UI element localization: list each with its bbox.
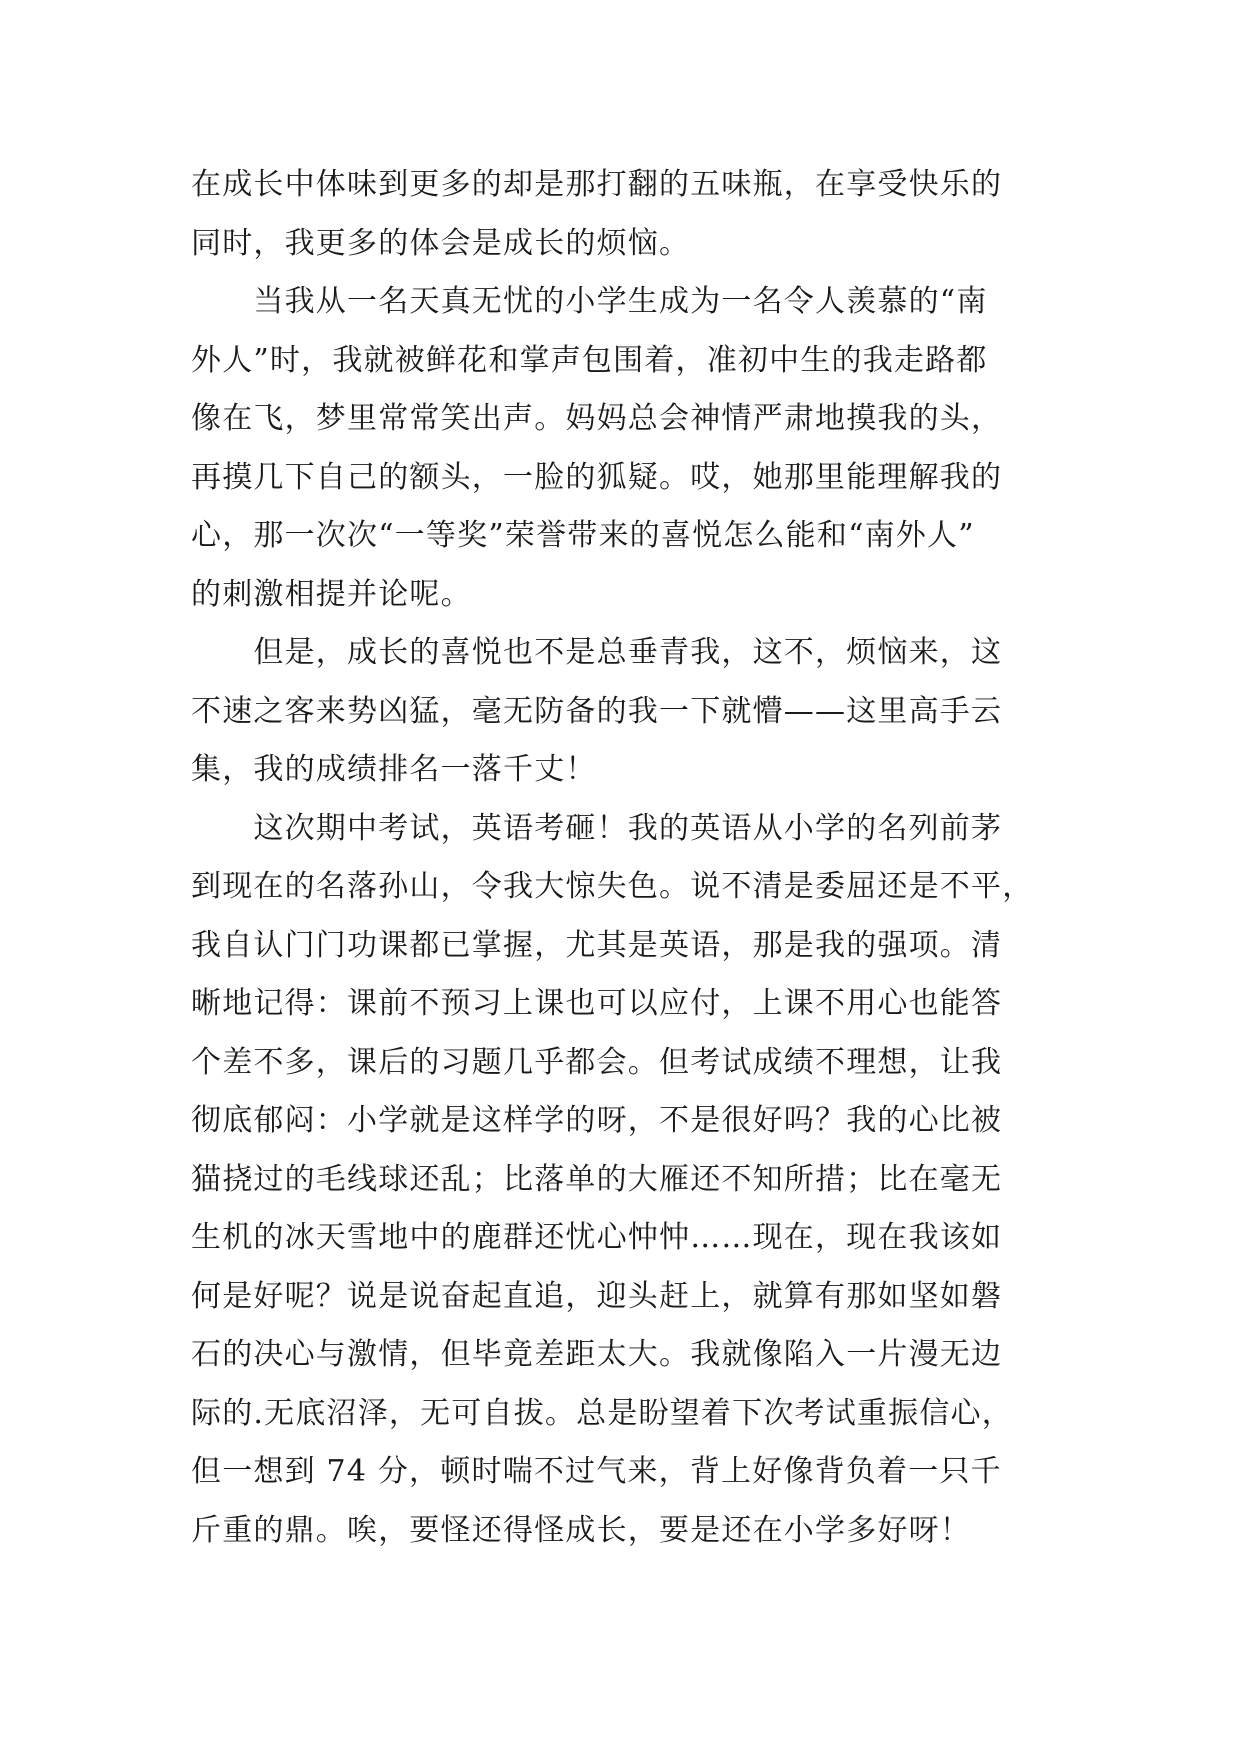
- text-line: 集，我的成绩排名一落千丈！: [191, 752, 597, 787]
- text-line: 石的决心与激情，但毕竟差距太大。我就像陷入一片漫无边: [191, 1337, 1003, 1372]
- text-line: 我自认门门功课都已掌握，尤其是英语，那是我的强项。清: [191, 927, 1003, 963]
- text-line: 外人”时，我就被鲜花和掌声包围着，准初中生的我走路都: [191, 342, 988, 378]
- text-line: 际的.无底沼泽，无可自拔。总是盼望着下次考试重振信心，: [191, 1395, 1013, 1431]
- text-line: 但一想到 74 分，顿时喘不过气来，背上好像背负着一只千: [191, 1454, 1002, 1489]
- text-line: 在成长中体味到更多的却是那打翻的五味瓶，在享受快乐的: [191, 167, 1003, 202]
- text-line: 斤重的鼎。唉，要怪还得怪成长，要是还在小学多好呀！: [191, 1512, 971, 1548]
- text-line: 到现在的名落孙山，令我大惊失色。说不清是委屈还是不平，: [191, 869, 1034, 904]
- text-line: 心，那一次次“一等奖”荣誉带来的喜悦怎么能和“南外人”: [191, 518, 975, 553]
- text-line: 晰地记得：课前不预习上课也可以应付，上课不用心也能答: [191, 986, 1003, 1021]
- text-line: 当我从一名天真无忧的小学生成为一名令人羡慕的“南: [191, 284, 988, 319]
- text-line: 再摸几下自己的额头，一脸的狐疑。哎，她那里能理解我的: [191, 459, 1003, 495]
- text-line: 生机的冰天雪地中的鹿群还忧心忡忡……现在，现在我该如: [191, 1220, 1003, 1255]
- text-line: 彻底郁闷：小学就是这样学的呀，不是很好吗？我的心比被: [191, 1103, 1003, 1138]
- text-line: 像在飞，梦里常常笑出声。妈妈总会神情严肃地摸我的头，: [191, 401, 1003, 436]
- essay-body: [191, 156, 1051, 1560]
- text-line: 这次期中考试，英语考砸！我的英语从小学的名列前茅: [191, 810, 1003, 846]
- text-line: 的刺激相提并论呢。: [191, 576, 472, 612]
- text-line: 但是，成长的喜悦也不是总垂青我，这不，烦恼来，这: [191, 635, 1003, 670]
- text-line: 不速之客来势凶猛，毫无防备的我一下就懵——这里高手云: [191, 693, 1003, 729]
- text-line: 何是好呢？说是说奋起直追，迎头赶上，就算有那如坚如磐: [191, 1278, 1003, 1314]
- text-line: 猫挠过的毛线球还乱；比落单的大雁还不知所措；比在毫无: [191, 1161, 1003, 1197]
- text-line: 个差不多，课后的习题几乎都会。但考试成绩不理想，让我: [191, 1044, 1003, 1080]
- text-line: 同时，我更多的体会是成长的烦恼。: [191, 225, 691, 261]
